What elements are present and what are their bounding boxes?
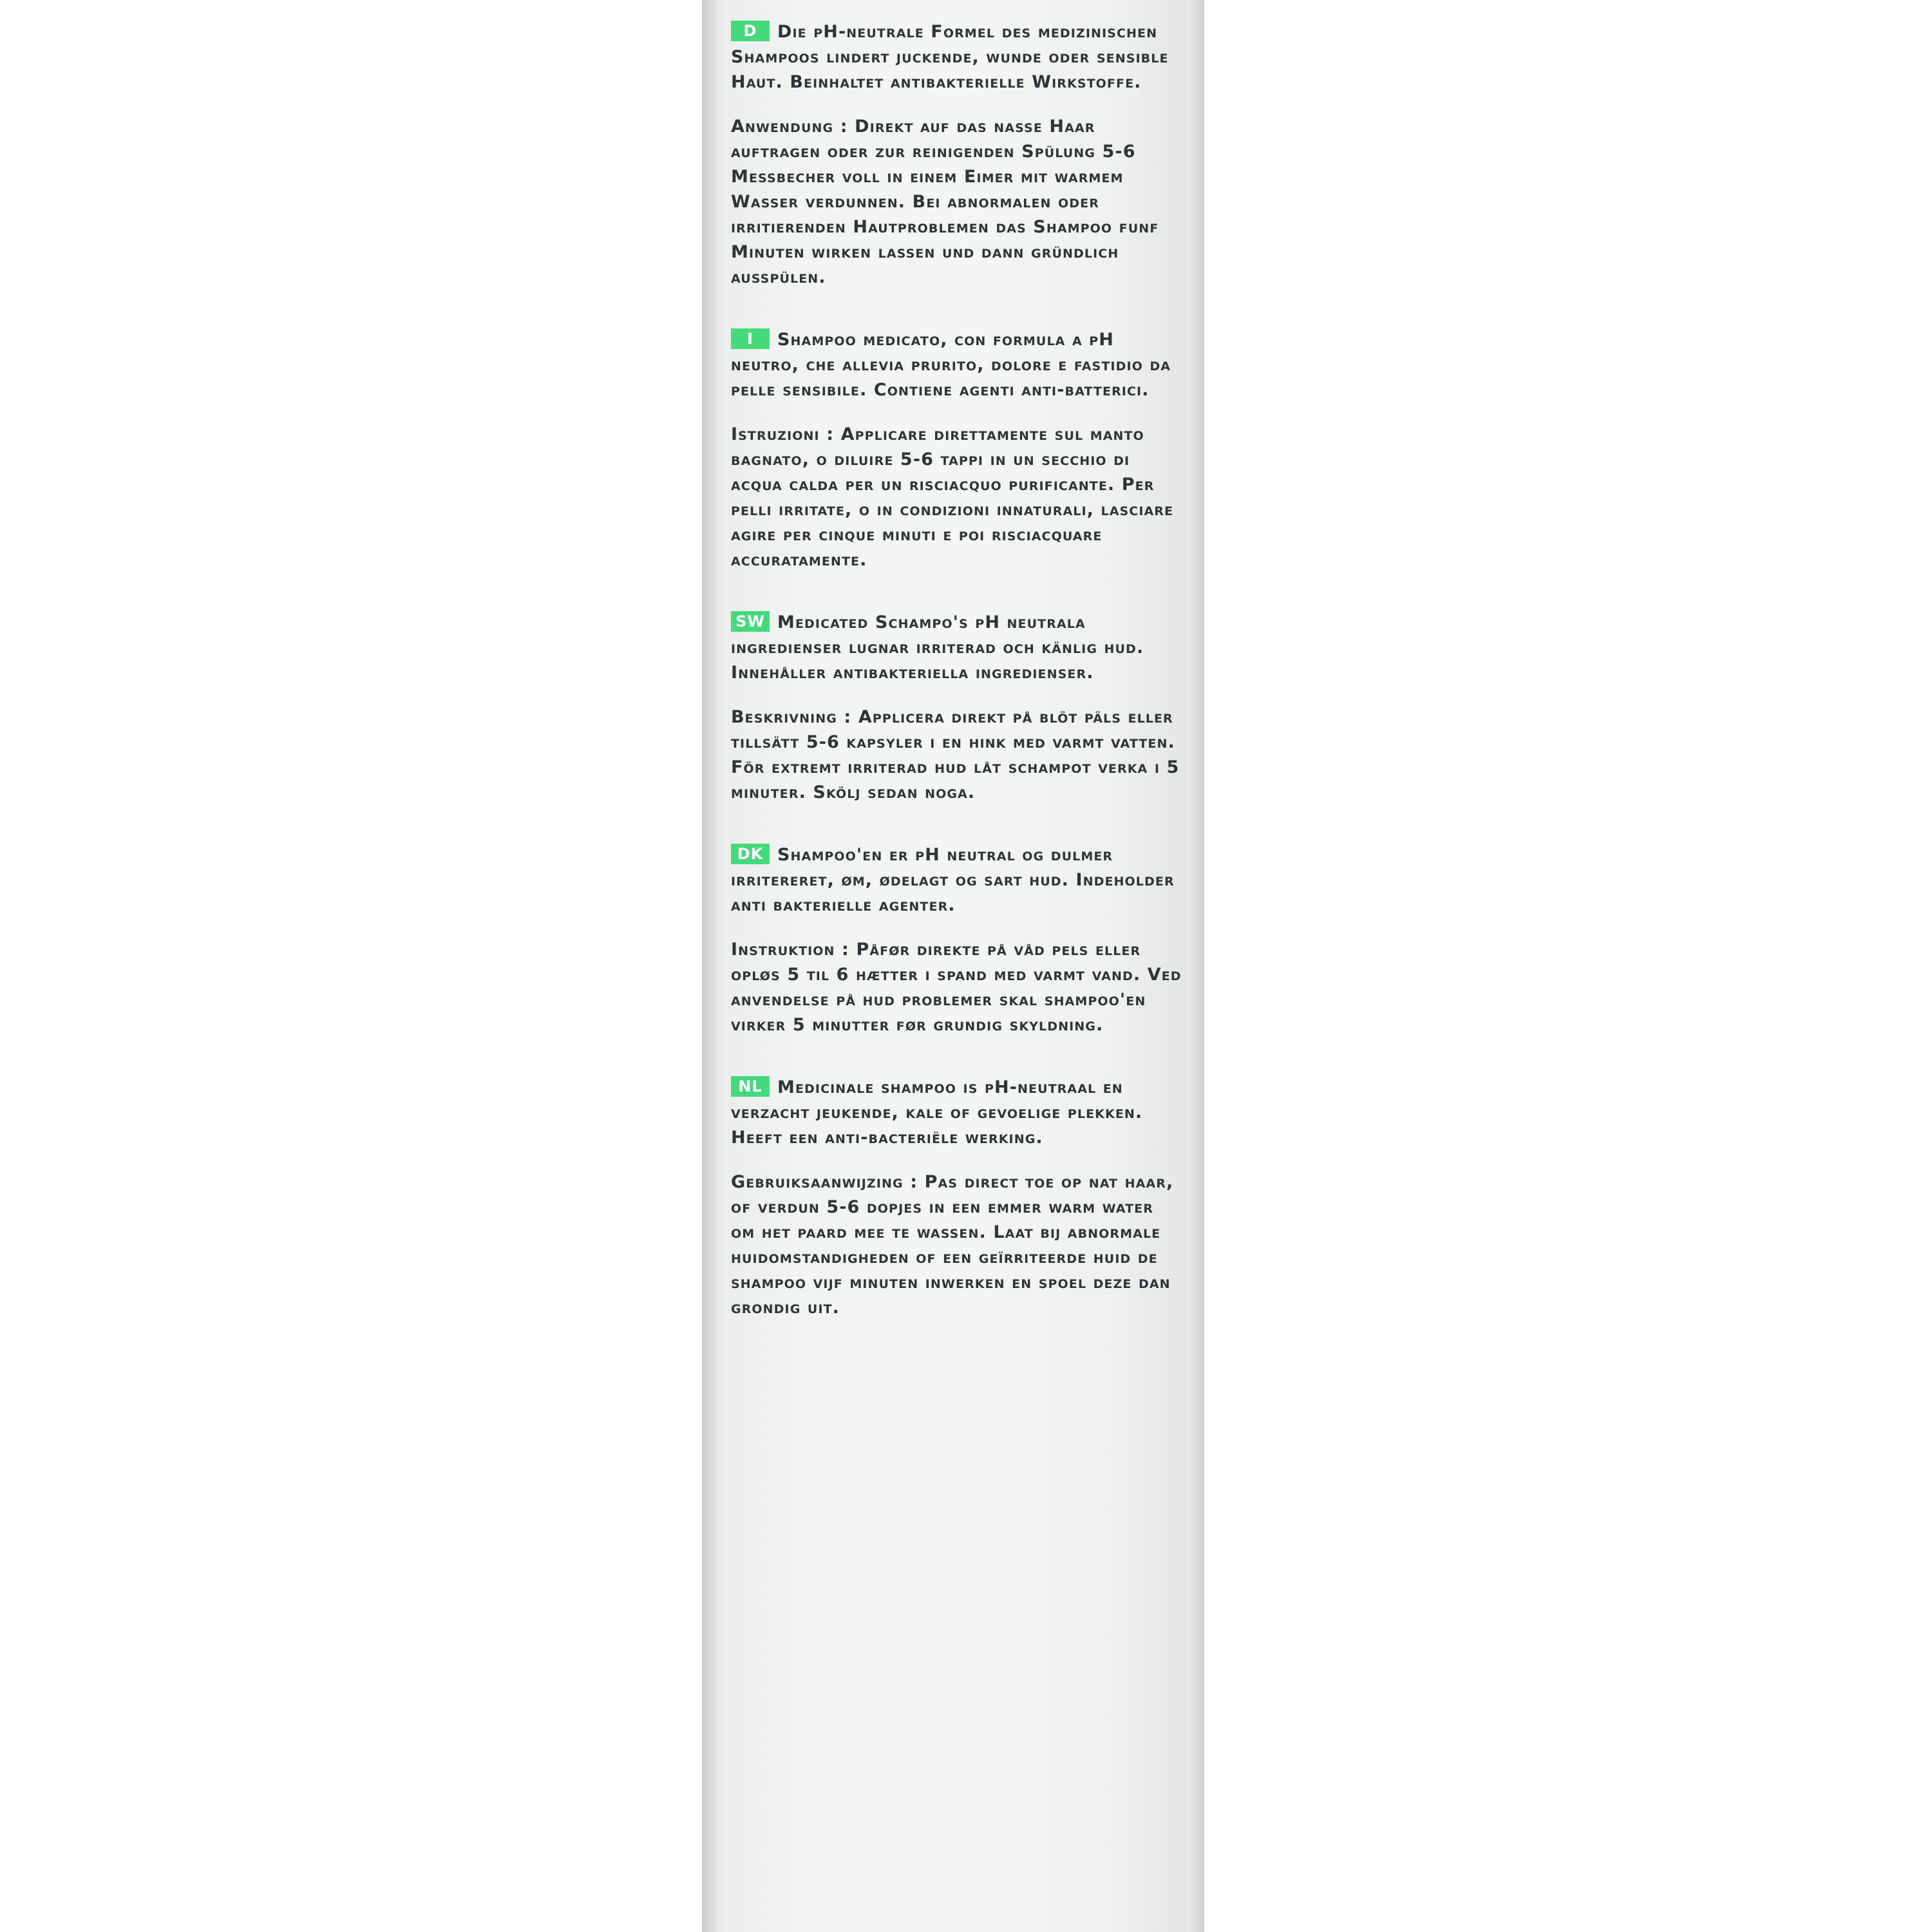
description-paragraph <box>731 327 1182 402</box>
description-text: Medicated Schampo's pH neutrala ingredienser lugnar irriterad och känlig hud. Innehåller antibakteriella ingredienser. <box>731 612 1144 683</box>
language-tag-i: I <box>731 328 770 349</box>
label-text-content <box>731 0 1182 1932</box>
description-paragraph <box>731 19 1182 95</box>
instruction-text: Påfør direkte på våd pels eller opløs 5 til 6 hætter i spand med varmt vand. Ved anvendelse på hud problemer skal shampoo'en virker 5 minutter før grundig skyldning. <box>731 940 1182 1035</box>
spacer <box>731 918 1182 937</box>
instruction-text: Direkt auf das nasse Haar auftragen oder zur reinigenden Spülung 5-6 Messbecher voll in einem Eimer mit warmem Wasser verdunnen. Bei abnormalen oder irritierenden Hautproblemen das Shampoo funf Minuten wirken lassen und dann gründlich ausspülen. <box>731 117 1159 287</box>
label-right-edge-shadow <box>1188 0 1204 1932</box>
instruction-heading: Istruzioni : <box>731 424 835 444</box>
instruction-paragraph <box>731 422 1182 573</box>
spacer <box>731 1150 1182 1170</box>
spacer <box>731 0 1182 19</box>
instruction-heading: Anwendung : <box>731 117 848 137</box>
language-section-swedish <box>731 610 1182 805</box>
instruction-heading: Beskrivning : <box>731 707 852 727</box>
description-paragraph <box>731 842 1182 918</box>
language-section-dutch <box>731 1075 1182 1320</box>
instruction-heading: Instruktion : <box>731 940 849 960</box>
spacer <box>731 573 1182 610</box>
language-tag-sw: SW <box>731 611 770 632</box>
spacer <box>731 290 1182 327</box>
instruction-text: Applicare direttamente sul manto bagnato, o diluire 5-6 tappi in un secchio di acqua calda per un risciacquo purificante. Per pelli irritate, o in condizioni innaturali, lasciare agire per cinque minuti e poi risciacquare accuratamente. <box>731 424 1174 570</box>
description-text: Shampoo'en er pH neutral og dulmer irritereret, øm, ødelagt og sart hud. Indeholder anti bakterielle agenter. <box>731 845 1175 915</box>
instruction-paragraph <box>731 937 1182 1037</box>
instruction-text: Pas direct toe op nat haar, of verdun 5-6 dopjes in een emmer warm water om het paard mee te wassen. Laat bij abnormale huidomstandigheden of een geïrriteerde huid de shampoo vijf minuten inwerken en spoel deze dan grondig uit. <box>731 1172 1174 1318</box>
description-paragraph <box>731 1075 1182 1150</box>
spacer <box>731 1037 1182 1075</box>
description-text: Shampoo medicato, con formula a pH neutro, che allevia prurito, dolore e fastidio da pelle sensibile. Contiene agenti anti-batterici. <box>731 330 1171 400</box>
language-tag-d: D <box>731 21 770 41</box>
language-section-danish <box>731 842 1182 1037</box>
description-text: Die pH-neutrale Formel des medizinischen Shampoos lindert juckende, wunde oder sensible Haut. Beinhaltet antibakterielle Wirkstoffe. <box>731 22 1169 92</box>
instruction-paragraph <box>731 705 1182 805</box>
spacer <box>731 95 1182 114</box>
instruction-paragraph <box>731 114 1182 290</box>
description-text: Medicinale shampoo is pH-neutraal en verzacht jeukende, kale of gevoelige plekken. Heeft een anti-bacteriële werking. <box>731 1077 1143 1148</box>
language-section-italian <box>731 327 1182 573</box>
language-tag-nl: NL <box>731 1076 770 1097</box>
description-paragraph <box>731 610 1182 685</box>
instruction-text: Applicera direkt på blöt päls eller tillsätt 5-6 kapsyler i en hink med varmt vatten. För extremt irriterad hud låt schampot verka i 5 minuter. Skölj sedan noga. <box>731 707 1180 802</box>
spacer <box>731 685 1182 705</box>
language-tag-dk: DK <box>731 844 770 864</box>
spacer <box>731 402 1182 422</box>
language-section-german <box>731 19 1182 290</box>
label-left-edge-shadow <box>702 0 719 1932</box>
instruction-paragraph <box>731 1170 1182 1320</box>
instruction-heading: Gebruiksaanwijzing : <box>731 1172 918 1192</box>
spacer <box>731 805 1182 842</box>
